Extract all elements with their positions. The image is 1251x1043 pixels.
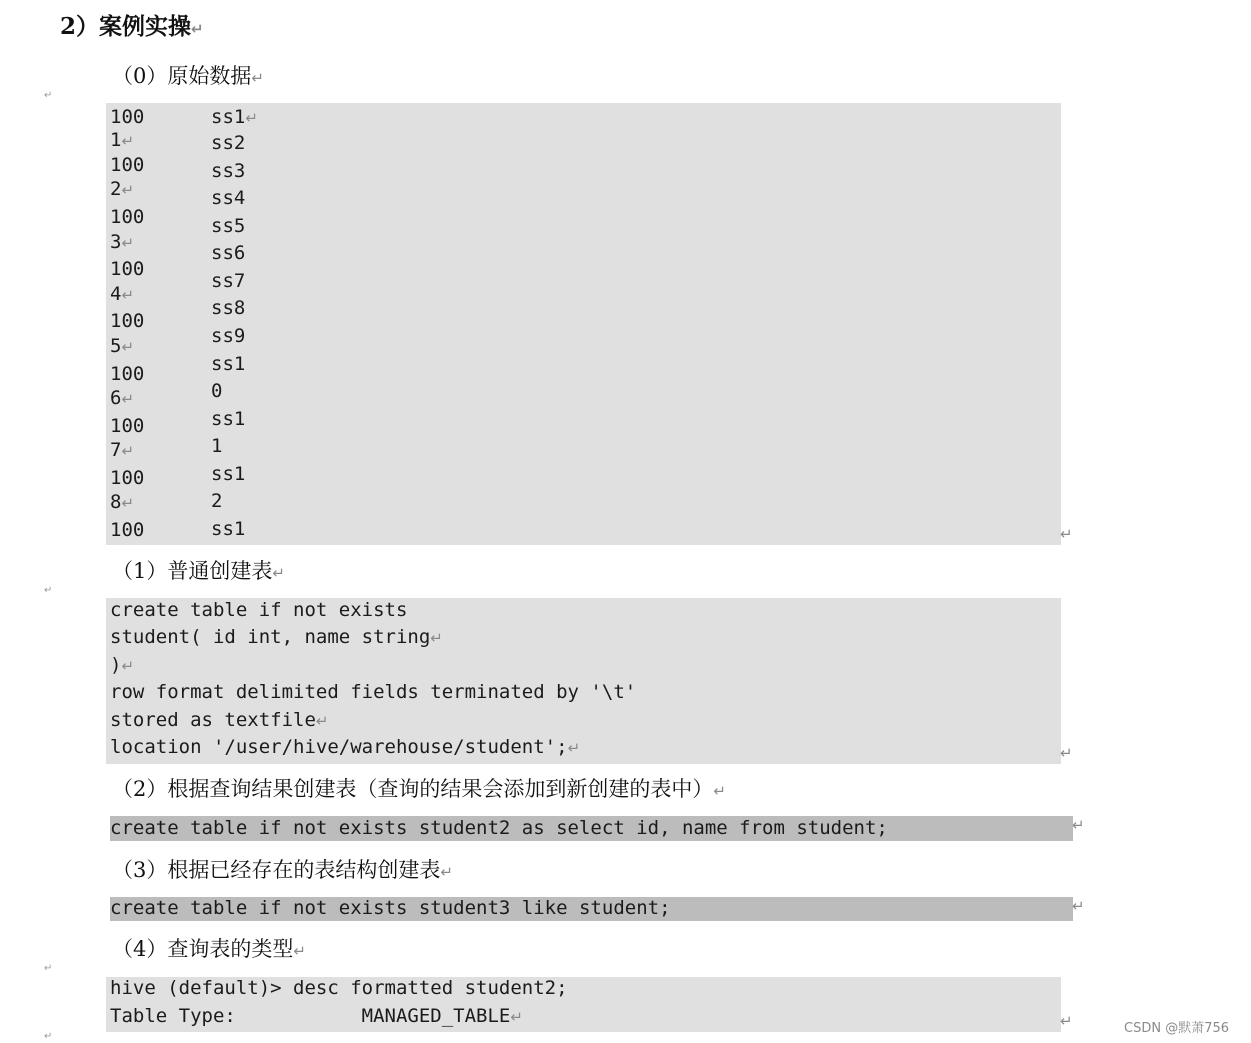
raw-col2-cell: ss3 [211, 160, 246, 182]
section-title-text: （4）查询表的类型 [112, 937, 294, 961]
section-title-create-table [112, 555, 285, 585]
code-line: hive (default)> desc formatted student2; [110, 977, 568, 999]
paragraph-mark: ↵ [44, 1031, 53, 1042]
section-title-text: （2）根据查询结果创建表（查询的结果会添加到新创建的表中） [112, 777, 714, 801]
section-title-text: （0）原始数据 [112, 64, 252, 88]
raw-col1-cell: 100 [110, 206, 145, 228]
raw-col1-cell: 100 [110, 415, 145, 437]
raw-col1-cell: 100 [110, 258, 145, 280]
code-line: student( id int, name string↵ [110, 626, 443, 648]
section-title-create-as-select [112, 773, 726, 803]
raw-col1-cell: 100 [110, 154, 145, 176]
raw-col1-cell: 3↵ [110, 231, 135, 253]
raw-col2-cell: ss2 [211, 132, 246, 154]
raw-col1-cell: 7↵ [110, 439, 135, 461]
paragraph-mark: ↵ [272, 564, 285, 582]
raw-col1-cell: 1↵ [110, 129, 135, 151]
raw-col2-cell: ss6 [211, 242, 246, 264]
paragraph-mark: ↵ [251, 69, 264, 87]
raw-col2-cell: 1 [211, 435, 223, 457]
raw-col1-cell: 100 [110, 519, 145, 541]
section-title-text: （3）根据已经存在的表结构创建表 [112, 858, 441, 882]
raw-col2-cell: ss9 [211, 325, 246, 347]
raw-col1-cell: 8↵ [110, 491, 135, 513]
raw-col2-cell: ss4 [211, 187, 246, 209]
raw-col2-cell: ss1 [211, 353, 246, 375]
section-title-create-like [112, 854, 453, 884]
code-line: create table if not exists student2 as select id, name from student; [110, 817, 888, 839]
code-line: row format delimited fields terminated by '\t' [110, 681, 637, 703]
section-title-query-type [112, 933, 306, 963]
paragraph-mark: ↵ [1060, 525, 1073, 543]
paragraph-mark: ↵ [44, 963, 53, 974]
paragraph-mark: ↵ [1060, 1012, 1073, 1030]
raw-col1-cell: 4↵ [110, 283, 135, 305]
section-title-raw-data [112, 60, 264, 90]
code-line: stored as textfile↵ [110, 709, 329, 731]
code-line: Table Type: MANAGED_TABLE↵ [110, 1005, 523, 1027]
page-heading [60, 8, 204, 41]
raw-col2-cell: 0 [211, 380, 223, 402]
raw-col1-cell: 2↵ [110, 178, 135, 200]
code-line: )↵ [110, 654, 135, 676]
paragraph-mark: ↵ [1072, 897, 1085, 915]
raw-col2-cell: ss5 [211, 215, 246, 237]
paragraph-mark: ↵ [191, 20, 204, 38]
heading-text: 2）案例实操 [60, 13, 192, 40]
raw-col1-cell: 6↵ [110, 387, 135, 409]
code-line: create table if not exists student3 like student; [110, 897, 671, 919]
paragraph-mark: ↵ [44, 585, 53, 596]
raw-col1-cell: 100 [110, 363, 145, 385]
raw-col2-cell: ss1 [211, 463, 246, 485]
raw-col2-cell: 2 [211, 490, 223, 512]
watermark: CSDN @默萧756 [1124, 1021, 1230, 1036]
raw-data-block [106, 103, 1061, 545]
paragraph-mark: ↵ [293, 942, 306, 960]
paragraph-mark: ↵ [44, 90, 53, 101]
raw-col2-cell: ss8 [211, 297, 246, 319]
paragraph-mark: ↵ [440, 863, 453, 881]
raw-col2-cell: ss1↵ [211, 106, 258, 128]
paragraph-mark: ↵ [1060, 744, 1073, 762]
raw-col1-cell: 100 [110, 106, 145, 128]
raw-col2-cell: ss1 [211, 518, 246, 540]
code-line: location '/user/hive/warehouse/student';↵ [110, 736, 581, 758]
raw-col2-cell: ss7 [211, 270, 246, 292]
raw-col1-cell: 5↵ [110, 335, 135, 357]
raw-col2-cell: ss1 [211, 408, 246, 430]
raw-col1-cell: 100 [110, 310, 145, 332]
paragraph-mark: ↵ [1072, 816, 1085, 834]
section-title-text: （1）普通创建表 [112, 559, 273, 583]
raw-col1-cell: 100 [110, 467, 145, 489]
code-line: create table if not exists [110, 599, 408, 621]
paragraph-mark: ↵ [713, 782, 726, 800]
